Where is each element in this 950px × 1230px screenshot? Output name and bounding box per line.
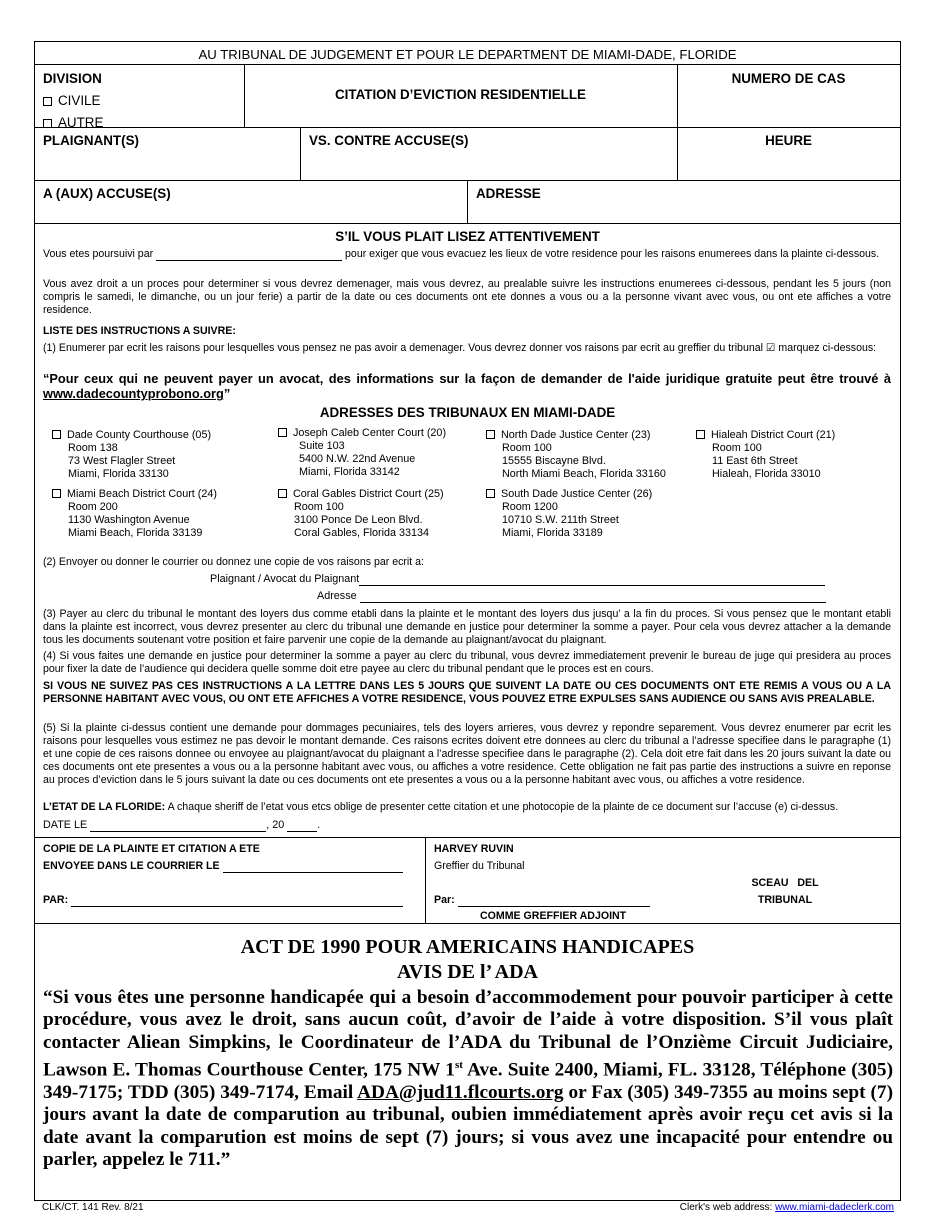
division-row: [35, 65, 900, 128]
ada-email-link[interactable]: ADA@jud11.flcourts.org: [357, 1082, 564, 1104]
court-line: Room 100: [294, 500, 344, 513]
clerk-web-address: [680, 1202, 894, 1214]
probono-link[interactable]: www.dadecountyprobono.org: [43, 386, 224, 402]
autre-label: AUTRE: [58, 114, 104, 130]
ada-title-1: ACT DE 1990 POUR AMERICAINS HANDICAPES: [240, 936, 695, 958]
court-line: Coral Gables, Florida 33134: [294, 526, 430, 539]
deputy-clerk-label: COMME GREFFIER ADJOINT: [480, 910, 627, 922]
date-line[interactable]: [43, 819, 320, 832]
instruction-5: (5) Si la plainte ci-dessus contient une demande pour dommages pecuniaires, tels des loyers arrieres, vous devrez y repondre separement. Vous devrez enumerer par ecrit les raisons pour lesquelles vous estimez ne pas devoir le montant demande. Ces raisons ecrites doivent etre donnees au clerc du tribunal a l’adresse specifiee dans le paragraphe (1) et une copie de ces raisons donnee ou envoyee au plaignant/avocat du plaignant a l’adresse specifiee dans le paragraphe (2). Cela doit etre fait dans les 20 jours suivant la date ou ces documents ont ete presentes a vous ou a la personne habitant avec vous, ou affiches a votre residence. Cette obligation ne fait pas partie des instructions a suivre en reponse au proces d’eviction dans le 5 jours suivant la date ou ces documents ont ete presentes a vous ou a la personne habitant avec vous, ou affiches a votre residence.: [43, 722, 891, 786]
plaintiff-attorney-blank[interactable]: [359, 574, 825, 586]
par-left-blank[interactable]: [71, 895, 403, 907]
court-checkbox[interactable]: [486, 489, 495, 498]
ada-notice-text: [43, 987, 893, 1172]
court-north-dade[interactable]: [486, 429, 666, 481]
probono-notice: [43, 371, 891, 402]
eviction-summons-form: [34, 41, 901, 1201]
date-blank[interactable]: [90, 820, 266, 832]
court-line: 10710 S.W. 211th Street: [502, 513, 619, 526]
civile-option[interactable]: [43, 93, 103, 109]
court-line: Room 1200: [502, 500, 558, 513]
right-to-trial-paragraph: Vous avez droit a un proces pour determiner si vous devrez demenager, mais vous devrez, au prealable suivre les instructions enumerees ci-dessous, pendant les 5 jours (non compris le samedi, le dimanche, ou un jour ferie) a partir de la date ou ces documents ont ete donnes a vous ou a la personne vivant avec vous, ou ont ete affiches a votre residence.: [43, 278, 891, 316]
par-right-label: Par:: [434, 894, 455, 906]
court-line: Room 200: [68, 500, 118, 513]
ada-text-part-2: Ave. Suite 2400, Miami, FL. 33128, Téléphone (305) 349-7175; TDD (305) 349-7174, Email: [43, 1059, 893, 1104]
instruction-3: (3) Payer au clerc du tribunal le montant des loyers dus comme etabli dans la plainte et le montant des loyers dus jusqu’ a la fin du proces. Si vous pensez que le montant etabli dans la plainte est incorrect, vous devrez presenter au clerc du tribunal une demande en justice pour determiner la somme a payer. Pour cela vous devrez attacher a la demande tous les documents soutenant votre position et faire parvenir une copie de la demande au plaignant/avocat du plaignant.: [43, 608, 891, 646]
courts-heading: ADRESSES DES TRIBUNAUX EN MIAMI-DADE: [319, 405, 616, 420]
copy-mailed-line-2[interactable]: [43, 860, 403, 873]
court-line: 1130 Washington Avenue: [68, 513, 190, 526]
court-line: 3100 Ponce De Leon Blvd.: [294, 513, 423, 526]
date-label: DATE LE: [43, 819, 88, 831]
court-line: 73 West Flagler Street: [68, 454, 176, 467]
instruction-1: (1) Enumerer par ecrit les raisons pour lesquelles vous pensez ne pas avoir a demenager. Vous devrez donner vos raisons par ecrit au greffier du tribunal ☑ marquez ci-dessous:: [43, 342, 877, 354]
seal-label-1: SCEAU DEL: [751, 877, 819, 889]
clerk-name: HARVEY RUVIN: [434, 843, 514, 855]
instructions-title: LISTE DES INSTRUCTIONS A SUIVRE:: [43, 325, 236, 337]
clerk-web-link[interactable]: www.miami-dadeclerk.com: [775, 1202, 894, 1213]
court-name: South Dade Justice Center (26): [501, 488, 653, 500]
mailed-date-blank[interactable]: [223, 861, 403, 873]
court-name: Dade County Courthouse (05): [67, 429, 212, 441]
address-label: ADRESSE: [476, 186, 541, 201]
form-id: CLK/CT. 141 Rev. 8/21: [42, 1202, 144, 1213]
court-line: Miami, Florida 33130: [68, 467, 169, 480]
division-block: [43, 71, 103, 131]
clerk-title: Greffier du Tribunal: [434, 860, 525, 872]
probono-end: ”: [223, 386, 231, 402]
read-carefully-heading: S’IL VOUS PLAIT LISEZ ATTENTIVEMENT: [335, 229, 600, 244]
court-checkbox[interactable]: [52, 489, 61, 498]
court-line: Miami, Florida 33189: [502, 526, 603, 539]
court-checkbox[interactable]: [52, 430, 61, 439]
civile-label: CIVILE: [58, 93, 101, 109]
court-joseph-caleb[interactable]: [278, 427, 446, 479]
plaintiff-attorney-line[interactable]: [210, 573, 825, 586]
sued-by-blank[interactable]: [156, 249, 342, 261]
sued-by-paragraph: [43, 248, 891, 261]
state-label: L’ETAT DE LA FLORIDE:: [43, 801, 166, 813]
state-text: A chaque sheriff de l’etat vous etcs oblige de presenter cette citation et une photocopie de la plainte de ce document sur l’accuse (e) ci-dessus.: [165, 801, 839, 813]
court-name: North Dade Justice Center (23): [501, 429, 651, 441]
time-label: HEURE: [765, 133, 812, 148]
form-title: CITATION D’EVICTION RESIDENTIELLE: [335, 87, 586, 102]
court-dade-county[interactable]: [52, 429, 211, 481]
court-south-dade[interactable]: [486, 488, 652, 540]
court-line: Hialeah, Florida 33010: [712, 467, 821, 480]
plaintiff-address-blank[interactable]: [360, 591, 826, 603]
court-checkbox[interactable]: [486, 430, 495, 439]
court-hialeah[interactable]: [696, 429, 835, 481]
court-miami-beach[interactable]: [52, 488, 217, 540]
plaintiffs-label: PLAIGNANT(S): [43, 133, 139, 148]
web-label: Clerk's web address:: [679, 1202, 776, 1213]
par-left-line[interactable]: [43, 894, 403, 907]
court-checkbox[interactable]: [278, 489, 287, 498]
autre-checkbox[interactable]: [43, 119, 52, 128]
date-year-prefix: , 20: [266, 819, 285, 831]
case-number-label: NUMERO DE CAS: [731, 71, 846, 86]
par-right-line[interactable]: [434, 894, 650, 907]
plaintiff-address-line[interactable]: [317, 590, 826, 603]
ada-text-part-1: “Si vous êtes une personne handicapée qui a besoin d’accommodement pour pouvoir participer à cette procédure, vous avez le droit, sans aucun coût, d’avoir de l’aide à votre disposition. S’il vous plaît contacter Aliean Simpkins, le Coordinateur de l’ADA du Tribunal de l’Onzième Circuit Judiciaire, Lawson E. Thomas Courthouse Center, 175 NW 1: [43, 987, 893, 1081]
seal-label-2: TRIBUNAL: [757, 894, 813, 906]
court-name: Hialeah District Court (21): [711, 429, 836, 441]
court-line: Miami Beach, Florida 33139: [68, 526, 203, 539]
court-checkbox[interactable]: [696, 430, 705, 439]
eviction-warning: SI VOUS NE SUIVEZ PAS CES INSTRUCTIONS A LA LETTRE DANS LES 5 JOURS QUE SUIVENT LA DATE OU CES DOCUMENTS ONT ETE REMIS A VOUS OU A LA PERSONNE HABITANT AVEC VOUS, OU ONT ETE AFFICHES A VOTRE RESIDENCE, VOUS POUVEZ ETRE EXPULSES SANS AUDIENCE OU SANS AVIS PREALABLE.: [43, 680, 891, 705]
court-line: Miami, Florida 33142: [299, 465, 400, 478]
court-name: Joseph Caleb Center Court (20): [293, 427, 447, 439]
court-line: North Miami Beach, Florida 33160: [502, 467, 666, 480]
instruction-4: (4) Si vous faites une demande en justice pour determiner la somme a payer au clerc du tribunal, vous devrez immediatement prevenir le bureau de juge qui presidera au proces pour fixer la date de l’audience qui decidera quelle somme doit etre payee au clerc du tribunal pendant que le proces est en cours.: [43, 650, 891, 675]
court-line: 15555 Biscayne Blvd.: [502, 454, 606, 467]
court-name: Coral Gables District Court (25): [293, 488, 444, 500]
court-line: Room 100: [712, 441, 762, 454]
court-line: AU TRIBUNAL DE JUDGEMENT ET POUR LE DEPARTMENT DE MIAMI-DADE, FLORIDE: [198, 47, 737, 62]
plaintiff-address-label: Adresse: [317, 590, 357, 602]
court-line: 5400 N.W. 22nd Avenue: [299, 452, 416, 465]
court-line: 11 East 6th Street: [712, 454, 798, 467]
court-header-row: [35, 42, 900, 65]
court-line: Room 138: [68, 441, 118, 454]
court-checkbox[interactable]: [278, 428, 287, 437]
copy-mailed-line-1: COPIE DE LA PLAINTE ET CITATION A ETE: [43, 843, 260, 855]
probono-text: “Pour ceux qui ne peuvent payer un avocat, des informations sur la façon de demander de l'aide juridique gratuite peut être trouvé à: [43, 371, 891, 386]
instruction-2: (2) Envoyer ou donner le courrier ou donnez une copie de vos raisons par ecrit a:: [43, 556, 425, 568]
parties-row: [35, 128, 900, 181]
sued-by-suffix: pour exiger que vous evacuez les lieux de votre residence pour les raisons enumerees dans la plainte ci-dessous.: [345, 248, 880, 260]
signature-block: [35, 837, 900, 924]
defendant-address-row: [35, 181, 900, 224]
court-line: Room 100: [502, 441, 552, 454]
civile-checkbox[interactable]: [43, 97, 52, 106]
to-defendants-label: A (AUX) ACCUSE(S): [43, 186, 171, 201]
par-right-blank[interactable]: [458, 895, 650, 907]
ada-text-part-3: or Fax (305) 349-7355 au moins sept (7) jours avant la date de comparution au tribunal, oubien immédiatement après avoir reçu cet avis si la date avant la comparution est moins de sept (7) jours; si vous avez une incapacité pour entendre ou parler, appelez le 711.”: [43, 1082, 893, 1171]
date-end: .: [317, 819, 321, 831]
plaintiff-attorney-label: Plaignant / Avocat du Plaignant: [210, 573, 360, 585]
copy-mailed-label: ENVOYEE DANS LE COURRIER LE: [43, 860, 220, 872]
par-left-label: PAR:: [43, 894, 69, 906]
ada-superscript: st: [454, 1059, 463, 1072]
court-coral-gables[interactable]: [278, 488, 444, 540]
court-name: Miami Beach District Court (24): [67, 488, 217, 500]
court-line: Suite 103: [299, 439, 345, 452]
defendants-label: VS. CONTRE ACCUSE(S): [309, 133, 469, 148]
division-label: DIVISION: [43, 71, 102, 86]
sued-by-prefix: Vous etes poursuivi par: [43, 248, 154, 260]
year-blank[interactable]: [287, 820, 317, 832]
state-paragraph: [43, 801, 891, 814]
ada-title-2: AVIS DE l’ ADA: [397, 961, 538, 983]
